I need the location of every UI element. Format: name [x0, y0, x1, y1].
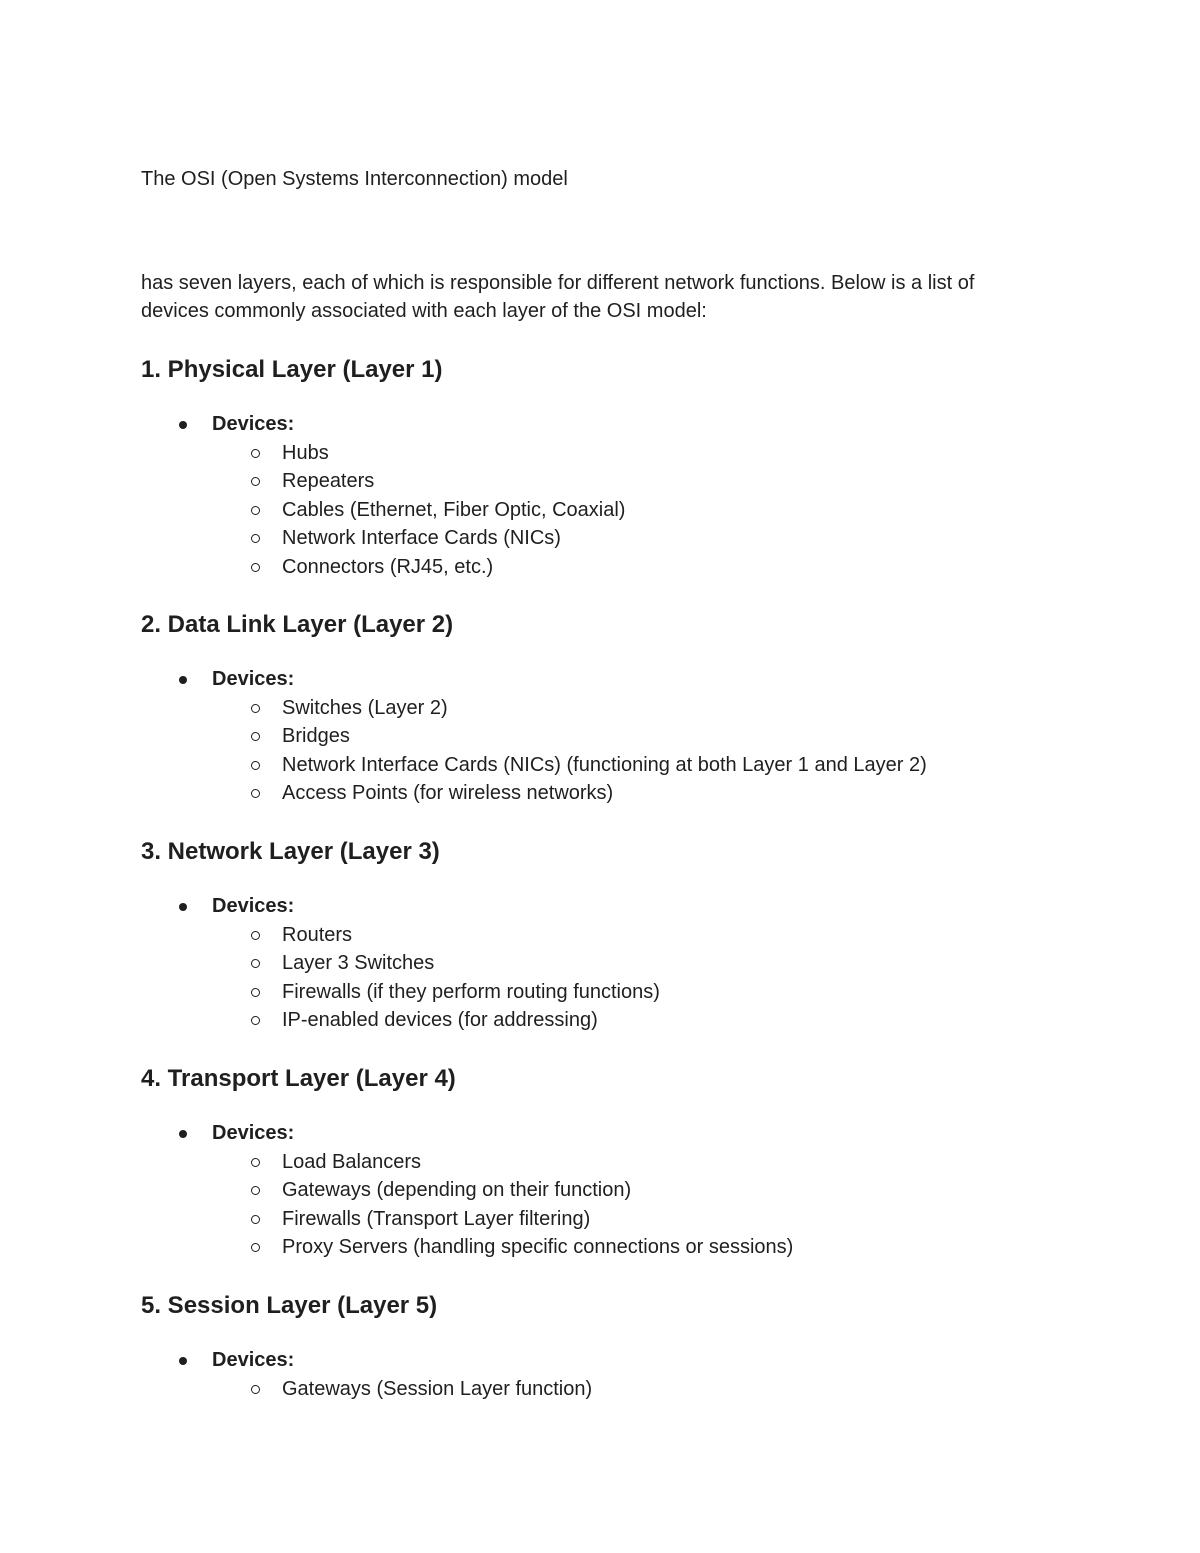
circle-bullet-icon	[251, 959, 260, 968]
section-heading: 1. Physical Layer (Layer 1)	[141, 356, 443, 383]
devices-label: Devices:	[212, 1349, 295, 1371]
list-item	[141, 978, 1141, 1006]
devices-bullet	[141, 665, 1141, 693]
circle-bullet-icon	[251, 534, 260, 543]
intro-line: devices commonly associated with each layer of the OSI model:	[141, 300, 707, 322]
device-name: Bridges	[282, 725, 350, 748]
device-name: Switches (Layer 2)	[282, 697, 448, 719]
bullet-icon	[179, 676, 187, 684]
device-name: Routers	[282, 924, 353, 946]
devices-label: Devices:	[212, 1122, 295, 1144]
device-list	[141, 1148, 1141, 1262]
list-item	[141, 1176, 1141, 1204]
circle-bullet-icon	[251, 1016, 260, 1025]
device-name: Load Balancers	[282, 1151, 421, 1173]
circle-bullet-icon	[251, 449, 260, 458]
list-item	[141, 949, 1141, 977]
device-name: Cables (Ethernet, Fiber Optic, Coaxial)	[282, 498, 626, 521]
device-list	[141, 1375, 1141, 1403]
list-item	[141, 722, 1141, 750]
section-data-link-layer	[141, 610, 1141, 808]
circle-bullet-icon	[251, 988, 260, 997]
device-name: Layer 3 Switches	[282, 952, 435, 975]
list-item	[141, 439, 1141, 467]
device-name: Gateways (depending on their function)	[282, 1179, 632, 1202]
circle-bullet-icon	[251, 563, 260, 572]
circle-bullet-icon	[251, 1243, 260, 1252]
circle-bullet-icon	[251, 1385, 260, 1394]
device-name: Hubs	[282, 442, 329, 464]
intro-paragraph	[141, 269, 1101, 325]
circle-bullet-icon	[251, 789, 260, 798]
device-name: Network Interface Cards (NICs) (functioning at both Layer 1 and Layer 2)	[282, 753, 927, 776]
section-heading: 3. Network Layer (Layer 3)	[141, 838, 440, 865]
bullet-icon	[179, 1130, 187, 1138]
devices-bullet	[141, 892, 1141, 920]
devices-bullet	[141, 410, 1141, 438]
section-heading: 5. Session Layer (Layer 5)	[141, 1292, 438, 1319]
circle-bullet-icon	[251, 477, 260, 486]
list-item	[141, 694, 1141, 722]
intro-line: has seven layers, each of which is responsible for different network functions. Below is a list of	[141, 272, 975, 294]
section-physical-layer	[141, 355, 1141, 581]
devices-label: Devices:	[212, 668, 295, 690]
list-item	[141, 1006, 1141, 1034]
section-transport-layer	[141, 1064, 1141, 1262]
list-item	[141, 1233, 1141, 1261]
circle-bullet-icon	[251, 704, 260, 713]
list-item	[141, 1148, 1141, 1176]
list-item	[141, 1375, 1141, 1403]
device-name: Connectors (RJ45, etc.)	[282, 555, 494, 578]
bullet-icon	[179, 1357, 187, 1365]
circle-bullet-icon	[251, 931, 260, 940]
section-network-layer	[141, 837, 1141, 1035]
devices-label: Devices:	[212, 895, 295, 917]
list-item	[141, 524, 1141, 552]
list-item	[141, 751, 1141, 779]
list-item	[141, 1205, 1141, 1233]
document-title: The OSI (Open Systems Interconnection) model	[141, 168, 568, 190]
circle-bullet-icon	[251, 1158, 260, 1167]
devices-label: Devices:	[212, 413, 295, 435]
device-name: Repeaters	[282, 470, 375, 493]
device-list	[141, 439, 1141, 581]
circle-bullet-icon	[251, 732, 260, 741]
device-list	[141, 694, 1141, 808]
device-name: IP-enabled devices (for addressing)	[282, 1009, 598, 1032]
device-name: Access Points (for wireless networks)	[282, 782, 614, 805]
circle-bullet-icon	[251, 1186, 260, 1195]
device-name: Gateways (Session Layer function)	[282, 1378, 593, 1400]
list-item	[141, 496, 1141, 524]
list-item	[141, 921, 1141, 949]
section-session-layer	[141, 1291, 1141, 1403]
device-name: Network Interface Cards (NICs)	[282, 527, 561, 550]
bullet-icon	[179, 903, 187, 911]
circle-bullet-icon	[251, 506, 260, 515]
device-name: Firewalls (if they perform routing functions)	[282, 980, 660, 1003]
section-heading: 4. Transport Layer (Layer 4)	[141, 1065, 456, 1092]
circle-bullet-icon	[251, 1215, 260, 1224]
list-item	[141, 467, 1141, 495]
device-name: Firewalls (Transport Layer filtering)	[282, 1207, 591, 1230]
circle-bullet-icon	[251, 761, 260, 770]
list-item	[141, 553, 1141, 581]
list-item	[141, 779, 1141, 807]
device-list	[141, 921, 1141, 1035]
bullet-icon	[179, 421, 187, 429]
device-name: Proxy Servers (handling specific connections or sessions)	[282, 1236, 794, 1259]
devices-bullet	[141, 1119, 1141, 1147]
section-heading: 2. Data Link Layer (Layer 2)	[141, 611, 454, 638]
devices-bullet	[141, 1346, 1141, 1374]
